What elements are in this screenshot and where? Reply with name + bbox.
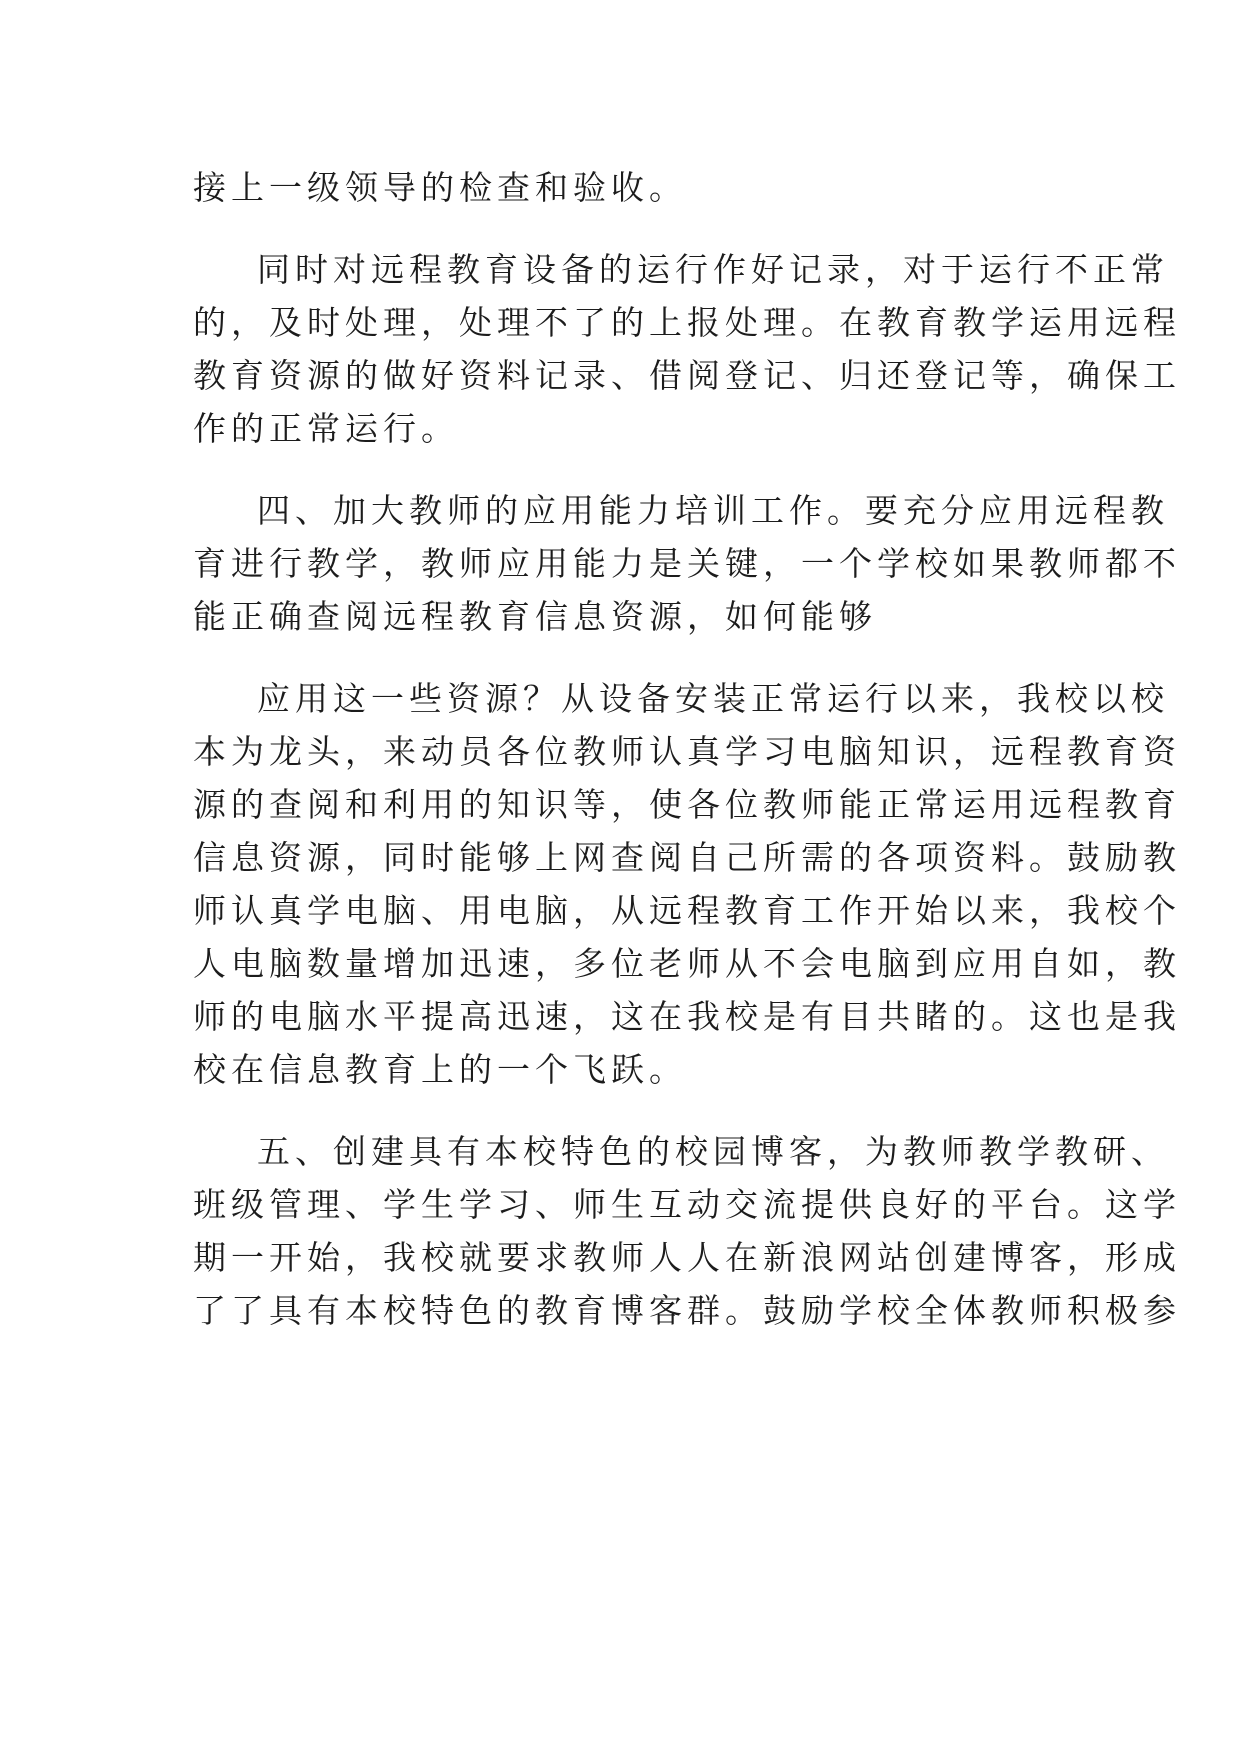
text-line: 期一开始，我校就要求教师人人在新浪网站创建博客，形成 (193, 1238, 1181, 1277)
text-line: 接上一级领导的检查和验收。 (193, 168, 687, 207)
text-line: 本为龙头，来动员各位教师认真学习电脑知识，远程教育资 (193, 732, 1181, 771)
text-line: 能正确查阅远程教育信息资源，如何能够 (193, 597, 877, 636)
text-line: 校在信息教育上的一个飞跃。 (193, 1050, 687, 1089)
text-line: 教育资源的做好资料记录、借阅登记、归还登记等，确保工 (193, 356, 1181, 395)
paragraph-first-line: 应用这一些资源？从设备安装正常运行以来，我校以校 (257, 679, 1169, 718)
text-line: 作的正常运行。 (193, 409, 459, 448)
text-line: 人电脑数量增加迅速，多位老师从不会电脑到应用自如，教 (193, 944, 1181, 983)
paragraph-first-line: 五、创建具有本校特色的校园博客，为教师教学教研、 (257, 1132, 1169, 1171)
paragraph-first-line: 四、加大教师的应用能力培训工作。要充分应用远程教 (257, 491, 1169, 530)
text-line: 师的电脑水平提高迅速，这在我校是有目共睹的。这也是我 (193, 997, 1181, 1036)
text-line: 育进行教学，教师应用能力是关键，一个学校如果教师都不 (193, 544, 1181, 583)
text-line: 师认真学电脑、用电脑，从远程教育工作开始以来，我校个 (193, 891, 1181, 930)
text-line: 信息资源，同时能够上网查阅自己所需的各项资料。鼓励教 (193, 838, 1181, 877)
text-line: 的，及时处理，处理不了的上报处理。在教育教学运用远程 (193, 303, 1181, 342)
text-line: 了了具有本校特色的教育博客群。鼓励学校全体教师积极参 (193, 1291, 1181, 1330)
text-line: 源的查阅和利用的知识等，使各位教师能正常运用远程教育 (193, 785, 1181, 824)
text-line: 班级管理、学生学习、师生互动交流提供良好的平台。这学 (193, 1185, 1181, 1224)
paragraph-first-line: 同时对远程教育设备的运行作好记录，对于运行不正常 (257, 250, 1169, 289)
